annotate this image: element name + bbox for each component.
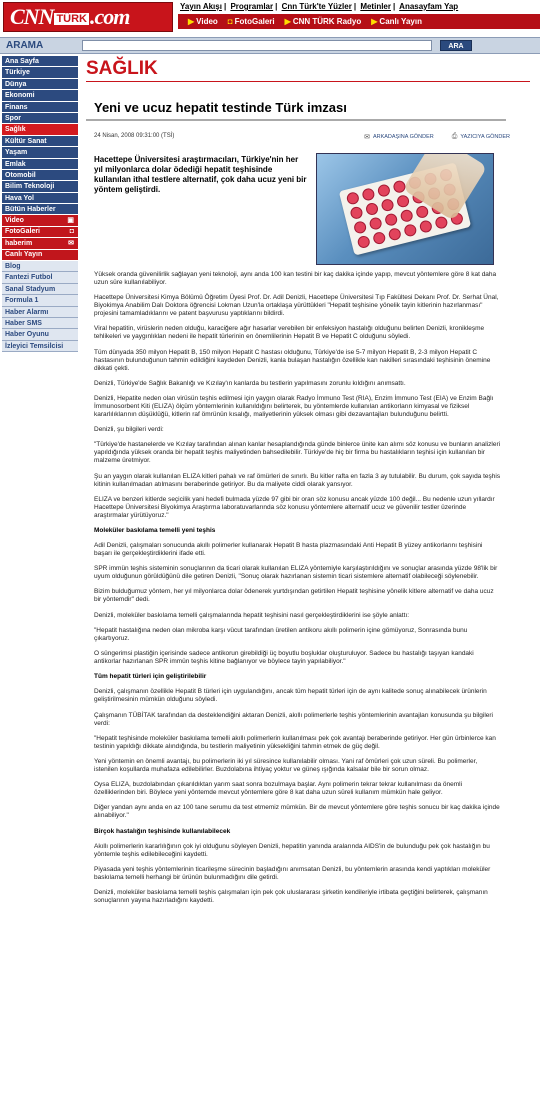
article-subheading: Moleküler baskılama temelli yeni teşhis xyxy=(94,526,216,534)
radio-icon: ▶ xyxy=(284,17,291,26)
sidebar-item-hava-yol[interactable]: Hava Yol xyxy=(2,193,78,204)
top-link-yuzler[interactable]: Cnn Türk'te Yüzler xyxy=(281,2,352,11)
sidebar-item-izleyici-temsilcisi[interactable]: İzleyici Temsilcisi xyxy=(2,341,78,352)
article-paragraph: "Hepatit teşhisinde moleküler baskılama temelli akıllı polimerlerin kullanılması pek çok avantajı beraberinde getiriyor. Her gün ürbinlerce kan testinin yapıldığı dikkate alındığında, bu testlerin maliyetinin yüksekliğini tahmin etmek de güç değil. xyxy=(94,734,496,750)
printer-icon: ⎙ xyxy=(451,133,458,140)
sidebar-item-spor[interactable]: Spor xyxy=(2,113,78,124)
play-icon: ▶ xyxy=(188,17,195,26)
top-navigation: Yayın Akışı | Programlar | Cnn Türk'te Yüzler | Metinler | Anasayfam Yap xyxy=(180,2,459,11)
sidebar-item-haberim[interactable]: haberim ✉ xyxy=(2,238,78,249)
sidebar-item-emlak[interactable]: Emlak xyxy=(2,159,78,170)
article-container xyxy=(86,56,530,912)
article-paragraph: O süngerimsi plastiğin içerisinde sadece antikorun girebildiği üç boyutlu boşluklar oluşturuluyor. Sadece bu hastalığı taşıyan kandaki antikorlar hazırlanan SPR immün teşhis kitine bağlanıyor ve böylece tayin yapılabiliyor." xyxy=(94,650,474,665)
plate-well xyxy=(372,231,387,246)
article-paragraph: "Türkiye'de hastanelerde ve Kızılay tarafından alınan kanlar hesaplandığında günde binlerce ünite kan alımı söz konusu ve bunların analizleri yapıldığında yüksek oranda bir hepatit teşhis maliyetinden bahsedilebilir. Türkiye'de hiç bir firma bu hastalıkların teşhisi için kullanılan bir malzeme üretmiyor. xyxy=(94,441,501,465)
sidebar-item-haber-oyunu[interactable]: Haber Oyunu xyxy=(2,329,78,340)
cnnturk-logo[interactable] xyxy=(3,2,173,32)
media-bar xyxy=(178,14,540,29)
article-paragraph: Denizli, Türkiye'de Sağlık Bakanlığı ve Kızılay'ın kanlarda bu testlerin yapılmasını zorunlu kıldığını anımsattı. xyxy=(94,379,406,387)
plate-well xyxy=(415,205,430,220)
plate-well xyxy=(377,183,392,198)
tv-icon: ▣ xyxy=(67,216,74,224)
sidebar-item-dunya[interactable]: Dünya xyxy=(2,79,78,90)
sidebar-item-yasam[interactable]: Yaşam xyxy=(2,147,78,158)
plate-well xyxy=(349,206,364,221)
search-input[interactable] xyxy=(82,40,432,51)
top-link-anasayfam-yap[interactable]: Anasayfam Yap xyxy=(399,2,459,11)
logo-cnn: CNN xyxy=(10,4,54,29)
article-paragraph: Oysa ELIZA, buzdolabından çıkarıldıktan yarım saat sonra bozulmaya başlar. Aynı polimerin tekrar tekrar kullanılması da önemli özelliklerinden biri. Böylece yeni yöntemde mevcut yöntemlere göre 8 kat daha uzun süreli kullanım mümkün hale geliyor. xyxy=(94,781,463,797)
sidebar-item-sanal-stadyum[interactable]: Sanal Stadyum xyxy=(2,284,78,295)
sidebar xyxy=(2,56,78,352)
article-paragraph: Tüm dünyada 350 milyon Hepatit B, 150 milyon Hepatit C hastası olduğunu, Türkiye'de ise 5-7 milyon Hepatit B, 2-3 milyon Hepatit C hastasının bulunduğunun tahmin edildiğini kaydeden Denizli, kanla bulaşan hastalığın özellikle kan nakilleri sırasındaki teşhisinin önemine dikkati çekti. xyxy=(94,348,491,372)
plate-well xyxy=(384,212,399,227)
plate-well xyxy=(361,187,376,202)
article-title: Yeni ve ucuz hepatit testinde Türk imzası xyxy=(94,100,347,115)
plate-well xyxy=(365,202,380,217)
sidebar-item-formula-1[interactable]: Formula 1 xyxy=(2,295,78,306)
mail-icon: ✉ xyxy=(364,134,370,141)
sidebar-item-fotogaleri[interactable]: FotoGaleri ◘ xyxy=(2,227,78,238)
plate-well xyxy=(396,194,411,209)
article-paragraph: Denizli, moleküler baskılama temelli teşhis çalışmaları için pek çok uluslararası şirketin kendileriyle irtibata geçtiğini belirterek, çalışmanın sonuçlarının yayına hazırladığını kaydetti. xyxy=(94,889,488,905)
send-to-friend-link[interactable]: ✉ ARKADAŞINA GÖNDER xyxy=(364,134,434,141)
title-divider xyxy=(86,119,506,121)
article-paragraph: Piyasada yeni teşhis yöntemlerinin ticarileşme sürecinin başladığını anımsatan Denizli, bu yöntemlerin arasında kendi yaptıkları moleküler baskılama temelli herhangi bir ürünün bulunmadığını dile getirdi. xyxy=(94,865,491,881)
article-paragraph: Yüksek oranda güvenilirlik sağlayan yeni teknoloji, aynı anda 100 kan testini bir kaç dakika içinde yapıp, mevcut yöntemlere göre 8 kat daha uzun süre kullanılabiliyor. xyxy=(94,271,497,286)
plate-well xyxy=(380,198,395,213)
article-paragraph: Çalışmanın TÜBİTAK tarafından da desteklendiğini aktaran Denizli, akıllı polimerlerle teşhis yöntemlerinin avantajları konusunda şu bilgileri verdi: xyxy=(94,711,493,727)
article-paragraph: Diğer yandan aynı anda en az 100 tane serumu da test etmemiz mümkün. Bir de mevcut yöntemlere göre teşhis sonucu bir kaç dakika içinde alınabiliyor." xyxy=(94,804,500,820)
media-fotogaleri-link[interactable]: ◘ FotoGaleri xyxy=(227,17,275,26)
article-paragraph: SPR immün teşhis sisteminin sonuçlarının da ticari olarak kullanılan ELIZA yöntemiyle karşılaştırıldığını ve sonuçlar arasında yüzde 98'lik bir uyum olduğunun görüldüğünü dile getiren Denizli, "Sonuç olarak hazırlanan sistemin ticari sistemlere alternatif olabileceği söylenebilir. xyxy=(94,565,498,581)
article-actions xyxy=(364,133,510,141)
article-paragraph: Denizli, Hepatite neden olan virüsün teşhis edilmesi için yaygın olarak Radyo İmmuno Test (RIA), Enzim İmmuno Test (EIA) ve Enzim Bağlı İmmunosorbent Kiti (ELIZA) ölçüm yöntemlerinin kullanıldığını belirterek, bu yöntemlerde kullanılan antikorların kimyasal ve fiziksel kararlılıklarının düşüklüğü, kitlerin raf ömrünün kısalığı, maliyetlerinin yüksek olması gibi dezavantajları bulunduğunu belirtti. xyxy=(94,394,494,418)
search-bar xyxy=(0,37,540,54)
plate-well xyxy=(399,209,414,224)
lead-block xyxy=(86,153,530,269)
sidebar-item-video[interactable]: Video ▣ xyxy=(2,215,78,226)
plate-well xyxy=(434,215,449,230)
article-subheading: Birçok hastalığın teşhisinde kullanılabilecek xyxy=(94,827,231,835)
sidebar-item-haber-sms[interactable]: Haber SMS xyxy=(2,318,78,329)
camera-icon: ◘ xyxy=(69,228,74,236)
search-button[interactable]: ARA xyxy=(440,40,472,51)
logo-com: .com xyxy=(90,4,130,29)
sidebar-item-haber-alarmi[interactable]: Haber Alarmı xyxy=(2,307,78,318)
send-to-printer-link[interactable]: ⎙ YAZICIYA GÖNDER xyxy=(451,133,510,140)
article-paragraph: Denizli, şu bilgileri verdi: xyxy=(94,426,164,434)
sidebar-item-kultur-sanat[interactable]: Kültür Sanat xyxy=(2,136,78,147)
plate-well xyxy=(353,220,368,235)
plate-well xyxy=(356,235,371,250)
sidebar-item-butun-haberler[interactable]: Bütün Haberler xyxy=(2,204,78,215)
article-paragraph: Şu an yaygın olarak kullanılan ELIZA kitleri pahalı ve raf ömürleri de sınırlı. Bu kitler rafta en fazla 3 ay tutulabilir. Bu durum, çok sayıda teşhis kitinin kullanılmadan atılmasını beraberinde getiriyor. Bu da maliyete ciddi olarak yansıyor. xyxy=(94,472,501,488)
article-paragraph: Denizli, moleküler baskılama temelli çalışmalarında hepatit teşhisini nasıl gerçekleştirdiklerini ise şöyle anlattı: xyxy=(94,611,410,619)
article-body xyxy=(86,271,502,905)
sidebar-item-otomobil[interactable]: Otomobil xyxy=(2,170,78,181)
article-paragraph: Akıllı polimerlerin kararlılığının çok iyi olduğunu söyleyen Denizli, hepatitin yanında aralarında AIDS'in de bulunduğu pek çok hastalığın bu yöntemle teşhis edilebileceğini kaydetti. xyxy=(94,842,490,858)
article-paragraph: Hacettepe Üniversitesi Kimya Bölümü Öğretim Üyesi Prof. Dr. Adil Denizli, Hacettepe Üniversitesi Tıp Fakültesi Dekanı Prof. Dr. Serhat Ünal, Biyokimya Anabilim Dalı Doktora öğrencisi Lokman Uzun'la ortaklaşa yürüttükleri "Hepatit teşhisine yönelik tayin kitlerinin hazırlanması" projesini tamamladıklarını ve patent başvurusu yaptıklarını bildirdi. xyxy=(94,294,499,318)
section-title: SAĞLIK xyxy=(86,56,530,82)
article-subheading: Tüm hepatit türleri için geliştirilebilir xyxy=(94,673,207,681)
media-video-link[interactable]: ▶ Video xyxy=(188,17,218,26)
media-radyo-link[interactable]: ▶ CNN TÜRK Radyo xyxy=(284,17,362,26)
article-paragraph: Adil Denizli, çalışmaları sonucunda akıllı polimerler kullanarak Hepatit B hasta plazmasındaki Anti Hepatit B yüzey antikorlarını teşhisini başarı ile gerçekleştirdiklerini ifade etti. xyxy=(94,542,483,558)
sidebar-item-ekonomi[interactable]: Ekonomi xyxy=(2,90,78,101)
article-paragraph: Viral hepatitin, virüslerin neden olduğu, karaciğere ağır hasarlar verebilen bir enfeksiyon hastalığı olduğunu belirten Denizli, kronikleşme tehlikeleri ve yaygınlıkları nedeni ile hepatit türlerinin en önemlilerinin Hepatit B ve Hepatit C olduğunu söyledi. xyxy=(94,325,485,341)
sidebar-item-blog[interactable]: Blog xyxy=(2,261,78,272)
top-link-programlar[interactable]: Programlar xyxy=(230,2,274,11)
sidebar-item-fantezi-futbol[interactable]: Fantezi Futbol xyxy=(2,272,78,283)
article-paragraph: Denizli, çalışmanın özellikle Hepatit B türleri için uygulandığını, ancak tüm hepatit türleri için de aynı kalitede sonuç alınabilecek ürünlerin geliştirilmesinin mümkün olduğunu söyledi. xyxy=(94,688,487,704)
plate-well xyxy=(419,219,434,234)
article-paragraph: Yeni yöntemin en önemli avantajı, bu polimerlerin iki yıl süresince kullanılabilir olması. Yani raf ömürleri çok uzun süreli. Bu polimerler, istenilen koşullarda muhafaza edilebilirler. Buzdolabına ihtiyaç yoktur ve güneş ışığında kalsalar bile bir sorun olmaz. xyxy=(94,757,478,773)
search-label: ARAMA xyxy=(6,40,44,51)
article-paragraph: ELIZA ve benzeri kitlerde seçicilik yani hedefi bulmada yüzde 97 gibi bir oran söz konusu ancak yüzde 100 değil... Bu nedenle uzun yıllardır Hacettepe Üniversitesi Biyokimya Araştırma laboratuvarlarında söz konusu yöntemlere alternatif ucuz ve güvenilir testler üzerinde araştırmalar yürütüyoruz." xyxy=(94,495,495,519)
sidebar-item-canli-yayin[interactable]: Canlı Yayın xyxy=(2,250,78,261)
sidebar-item-bilim-teknoloji[interactable]: Bilim Teknoloji xyxy=(2,181,78,192)
article-paragraph: "Hepatit hastalığına neden olan mikroba karşı vücut tarafından üretilen antikoru akıllı polimerin içine gömüyoruz, Sonrasında bunu çıkartıyoruz. xyxy=(94,626,468,642)
plate-well xyxy=(403,223,418,238)
logo-turk: TÜRK xyxy=(56,12,88,25)
article-photo xyxy=(316,153,494,265)
camera-icon: ◘ xyxy=(227,17,233,26)
plate-well xyxy=(346,191,361,206)
article-paragraph: Bizim bulduğumuz yöntem, her yıl milyonlarca dolar ödenerek yurtdışından getirtilen Hepatit teşhisine yönelik kitlere alternatif ve daha ucuz bir yöntemdir" dedi. xyxy=(94,588,494,604)
live-icon: ▶ xyxy=(371,17,378,26)
article-meta xyxy=(86,133,530,145)
mail-icon: ✉ xyxy=(68,239,74,247)
sidebar-item-finans[interactable]: Finans xyxy=(2,102,78,113)
plate-well xyxy=(368,216,383,231)
plate-well xyxy=(388,227,403,242)
top-link-metinler[interactable]: Metinler xyxy=(360,2,391,11)
article-date: 24 Nisan, 2008 09:31:00 (TSİ) xyxy=(94,133,175,139)
sidebar-item-saglik[interactable]: Sağlık xyxy=(2,124,78,135)
sidebar-item-ana-sayfa[interactable]: Ana Sayfa xyxy=(2,56,78,67)
top-link-yayin-akisi[interactable]: Yayın Akışı xyxy=(180,2,222,11)
article-lead: Hacettepe Üniversitesi araştırmacıları, Türkiye'nin her yıl milyonlarca dolar ödediği hepatit teşhisinde kullanılan ithal testlere alternatif, çok daha ucuz yeni bir yöntem geliştirdi. xyxy=(94,155,307,194)
sidebar-item-turkiye[interactable]: Türkiye xyxy=(2,67,78,78)
media-canli-yayin-link[interactable]: ▶ Canlı Yayın xyxy=(371,17,422,26)
